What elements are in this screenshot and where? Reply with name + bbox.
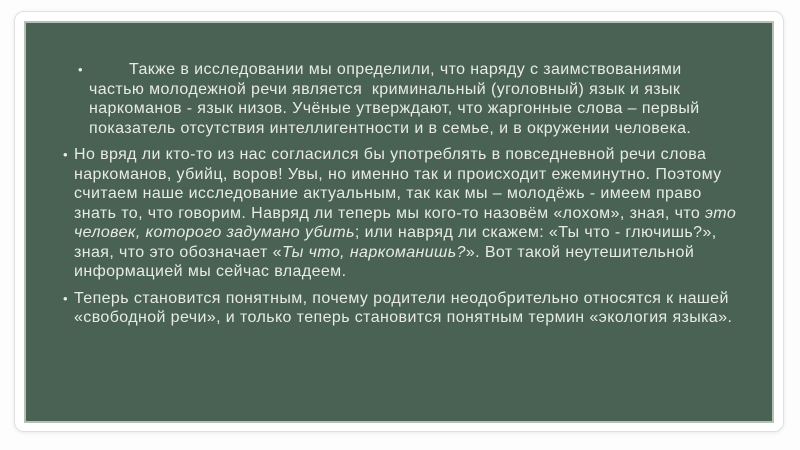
bullet-marker-icon: •: [63, 147, 68, 162]
bullet-text-segment: ; или навряд ли скажем: «Ты что - глючишь?», зная, что это обозначает «: [74, 224, 722, 261]
slide: [14, 11, 784, 432]
bullet-text-segment-italic: это человек, которого задумано убить: [74, 204, 742, 241]
bullet-marker-icon: •: [63, 290, 68, 306]
bullet-text-segment: Также в исследовании мы определили, что наряду с заимствованиями частью молодежной речи является криминальный (уголовный) язык и язык наркоманов - язык низов. Учёные утверждают, что жаргонные слова – первый показатель отсутствия интеллигентности и в семье, и в окружении человека.: [89, 61, 705, 137]
bullet-item: [78, 60, 738, 138]
bullet-text: [89, 60, 738, 138]
bullet-text-segment: ». Вот такой неутешительной информацией мы сейчас владеем.: [74, 243, 700, 280]
bullet-text-segment: Теперь становится понятным, почему родители неодобрительно относятся к нашей «свободной речи», и только теперь становится понятным термин «экология языка».: [74, 289, 734, 326]
bullet-text-segment-italic: Ты что, наркоманишь?: [281, 243, 466, 261]
bullet-list: [26, 23, 772, 328]
bullet-text-segment: Но вряд ли кто-то из нас согласился бы употреблять в повседневной речи слова наркоманов, убийц, воров! Увы, но именно так и происходит ежеминутно. Поэтому считаем наше исследование актуальным, так как мы – молодёжь - имеем право знать то, что говорим. Навряд ли теперь мы кого-то назовём «лохом», зная, что: [74, 146, 727, 222]
bullet-item: [63, 289, 738, 328]
bullet-item: [63, 145, 742, 282]
bullet-marker-icon: •: [78, 62, 83, 77]
bullet-text: [74, 289, 738, 328]
bullet-text: [74, 145, 742, 282]
chalkboard-background: [24, 21, 774, 423]
